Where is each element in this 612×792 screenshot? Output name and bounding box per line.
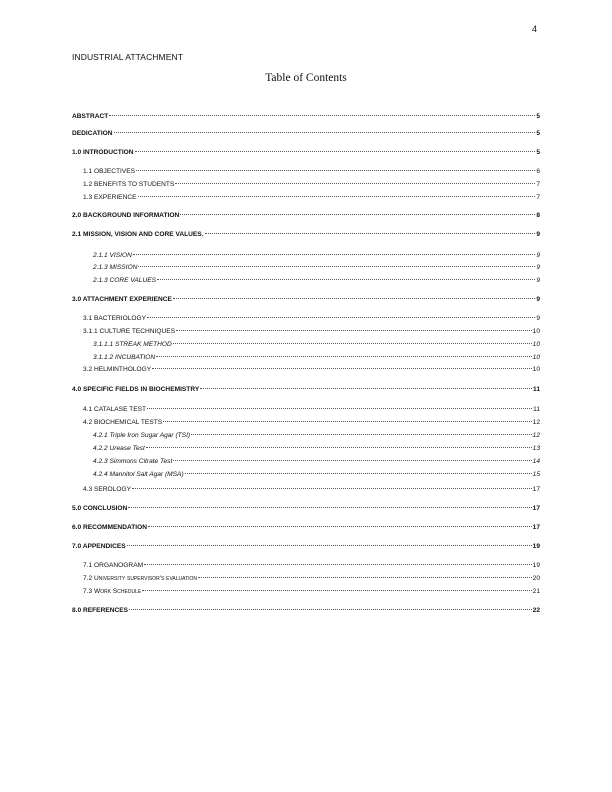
- toc-entry-label: 2.1.3 MISSION: [93, 264, 138, 271]
- toc-entry[interactable]: [83, 193, 540, 202]
- page-number: 4: [532, 24, 538, 34]
- toc-entry-page: 9: [536, 277, 540, 284]
- dot-leader: [138, 266, 535, 267]
- toc-entry-label: 4.2.4 Mannitol Salt Agar (MSA): [93, 471, 184, 478]
- toc-entry[interactable]: [93, 251, 540, 260]
- toc-entry-label: 1.0 INTRODUCTION: [72, 149, 134, 156]
- toc-entry-page: 8: [536, 212, 540, 219]
- dot-leader: [133, 254, 535, 255]
- toc-entry-page: 10: [532, 354, 540, 361]
- toc-entry-page: 11: [533, 406, 540, 413]
- dot-leader: [200, 388, 532, 389]
- toc-entry[interactable]: [93, 431, 540, 440]
- toc-entry-page: 10: [532, 341, 540, 348]
- toc-entry[interactable]: [93, 470, 540, 479]
- toc-entry-label: 4.2.1 Triple Iron Sugar Agar (TSI): [93, 432, 191, 439]
- toc-entry-label: 4.2.3 Simmons Citrate Test: [93, 458, 173, 465]
- toc-entry-label: 2.1.3 CORE VALUES: [93, 277, 157, 284]
- toc-entry-label: 7.0 APPENDICES: [72, 543, 126, 550]
- toc-entry-page: 5: [536, 149, 540, 156]
- dot-leader: [176, 330, 532, 331]
- dot-leader: [132, 488, 532, 489]
- toc-entry-page: 7: [536, 181, 540, 188]
- toc-entry-label: 4.2.2 Urease Test: [93, 445, 145, 452]
- toc-entry-label: 1.3 EXPERIENCE: [83, 194, 137, 201]
- toc-entry-label: 2.0 BACKGROUND INFORMATION: [72, 212, 180, 219]
- toc-entry-page: 12: [532, 419, 540, 426]
- toc-entry[interactable]: [72, 230, 540, 239]
- toc-entry-page: 10: [532, 366, 540, 373]
- toc-entry[interactable]: [93, 263, 540, 272]
- toc-entry-page: 9: [536, 264, 540, 271]
- toc-title: Table of Contents: [265, 72, 347, 84]
- toc-entry[interactable]: [83, 327, 540, 336]
- toc-entry[interactable]: [83, 314, 540, 323]
- toc-entry-label: 2.1 MISSION, VISION AND CORE VALUES.: [72, 231, 204, 238]
- toc-entry-label: 3.1 BACTERIOLOGY: [83, 315, 147, 322]
- toc-entry-label: DEDICATION: [72, 130, 113, 137]
- toc-entry[interactable]: [83, 485, 540, 494]
- dot-leader: [152, 368, 532, 369]
- toc-entry-label: 5.0 CONCLUSION: [72, 505, 128, 512]
- toc-entry[interactable]: [83, 418, 540, 427]
- toc-entry-page: 12: [532, 432, 540, 439]
- toc-entry-page: 10: [532, 328, 540, 335]
- running-header: INDUSTRIAL ATTACHMENT: [72, 52, 184, 62]
- dot-leader: [191, 434, 532, 435]
- dot-leader: [173, 460, 531, 461]
- toc-entry[interactable]: [72, 129, 540, 138]
- toc-entry-page: 5: [536, 130, 540, 137]
- toc-entry[interactable]: [72, 385, 540, 394]
- dot-leader: [163, 421, 532, 422]
- toc-entry-page: 11: [533, 386, 540, 393]
- toc-entry[interactable]: [93, 353, 540, 362]
- toc-entry-label: 4.3 SEROLOGY: [83, 486, 132, 493]
- toc-entry-label: 3.2 HELMINTHOLOGY: [83, 366, 152, 373]
- toc-entry-label: 7.3 Work Schedule: [83, 588, 142, 595]
- toc-entry-page: 17: [532, 524, 540, 531]
- toc-entry[interactable]: [72, 295, 540, 304]
- toc-entry-label: 3.1.1.2 INCUBATION: [93, 354, 156, 361]
- dot-leader: [114, 132, 536, 133]
- toc-entry[interactable]: [72, 542, 540, 551]
- toc-entry[interactable]: [72, 211, 540, 220]
- toc-entry[interactable]: [72, 523, 540, 532]
- toc-entry-page: 21: [532, 588, 540, 595]
- toc-entry-page: 9: [536, 296, 540, 303]
- toc-entry[interactable]: [93, 276, 540, 285]
- toc-entry-label: 2.1.1 VISION: [93, 252, 132, 259]
- toc-entry[interactable]: [93, 340, 540, 349]
- toc-entry[interactable]: [83, 180, 540, 189]
- dot-leader: [146, 447, 532, 448]
- dot-leader: [136, 170, 535, 171]
- toc-entry[interactable]: [72, 112, 540, 121]
- toc-entry-label: 4.2 BIOCHEMICAL TESTS: [83, 419, 163, 426]
- toc-entry-page: 17: [532, 505, 540, 512]
- toc-entry-page: 6: [536, 168, 540, 175]
- toc-entry-page: 7: [536, 194, 540, 201]
- toc-entry-label: 1.2 BENEFITS TO STUDENTS: [83, 181, 175, 188]
- toc-entry-label: 4.1 CATALASE TEST: [83, 406, 147, 413]
- dot-leader: [180, 214, 535, 215]
- toc-entry-page: 20: [532, 575, 540, 582]
- dot-leader: [185, 473, 532, 474]
- toc-entry-label: 8.0 REFERENCES: [72, 607, 129, 614]
- dot-leader: [128, 507, 531, 508]
- toc-entry-page: 15: [532, 471, 540, 478]
- toc-entry[interactable]: [72, 606, 540, 615]
- dot-leader: [198, 577, 532, 578]
- toc-entry-label: 3.0 ATTACHMENT EXPERIENCE: [72, 296, 172, 303]
- toc-entry[interactable]: [72, 148, 540, 157]
- toc-entry[interactable]: [83, 574, 540, 583]
- toc-entry-page: 19: [532, 562, 540, 569]
- dot-leader: [205, 233, 536, 234]
- toc-entry[interactable]: [83, 167, 540, 176]
- dot-leader: [147, 408, 532, 409]
- dot-leader: [157, 279, 535, 280]
- toc-entry-page: 9: [536, 252, 540, 259]
- dot-leader: [148, 526, 532, 527]
- toc-entry-label: 3.1.1 CULTURE TECHNIQUES: [83, 328, 176, 335]
- dot-leader: [138, 196, 536, 197]
- toc-entry-page: 5: [536, 113, 540, 120]
- dot-leader: [144, 564, 532, 565]
- dot-leader: [147, 317, 535, 318]
- toc-entry[interactable]: [72, 504, 540, 513]
- toc-entry-label: ABSTRACT: [72, 113, 109, 120]
- dot-leader: [129, 609, 532, 610]
- toc-entry-page: 13: [532, 445, 540, 452]
- toc-entry-page: 9: [536, 315, 540, 322]
- dot-leader: [127, 545, 532, 546]
- toc-entry[interactable]: [93, 457, 540, 466]
- toc-entry[interactable]: [83, 365, 540, 374]
- toc-entry-label: 1.1 OBJECTIVES: [83, 168, 136, 175]
- toc-entry-page: 17: [532, 486, 540, 493]
- toc-entry-label: 3.1.1.1 STREAK METHOD: [93, 341, 172, 348]
- dot-leader: [156, 356, 531, 357]
- dot-leader: [173, 298, 535, 299]
- dot-leader: [109, 115, 535, 116]
- toc-entry[interactable]: [93, 444, 540, 453]
- toc-entry[interactable]: [83, 561, 540, 570]
- toc-entry-page: 9: [536, 231, 540, 238]
- toc-entry-label: 6.0 RECOMMENDATION: [72, 524, 147, 531]
- toc-entry-label: 7.2 University supervisor's evaluation: [83, 575, 198, 582]
- toc-entry-page: 14: [532, 458, 540, 465]
- dot-leader: [173, 343, 532, 344]
- toc-entry-label: 7.1 ORGANOGRAM: [83, 562, 144, 569]
- dot-leader: [135, 151, 536, 152]
- toc-entry-label: 4.0 SPECIFIC FIELDS IN BIOCHEMISTRY: [72, 386, 200, 393]
- toc-entry-page: 19: [532, 543, 540, 550]
- dot-leader: [175, 183, 535, 184]
- toc-entry[interactable]: [83, 405, 540, 414]
- dot-leader: [142, 590, 531, 591]
- toc-entry-page: 22: [532, 607, 540, 614]
- toc-entry[interactable]: [83, 587, 540, 596]
